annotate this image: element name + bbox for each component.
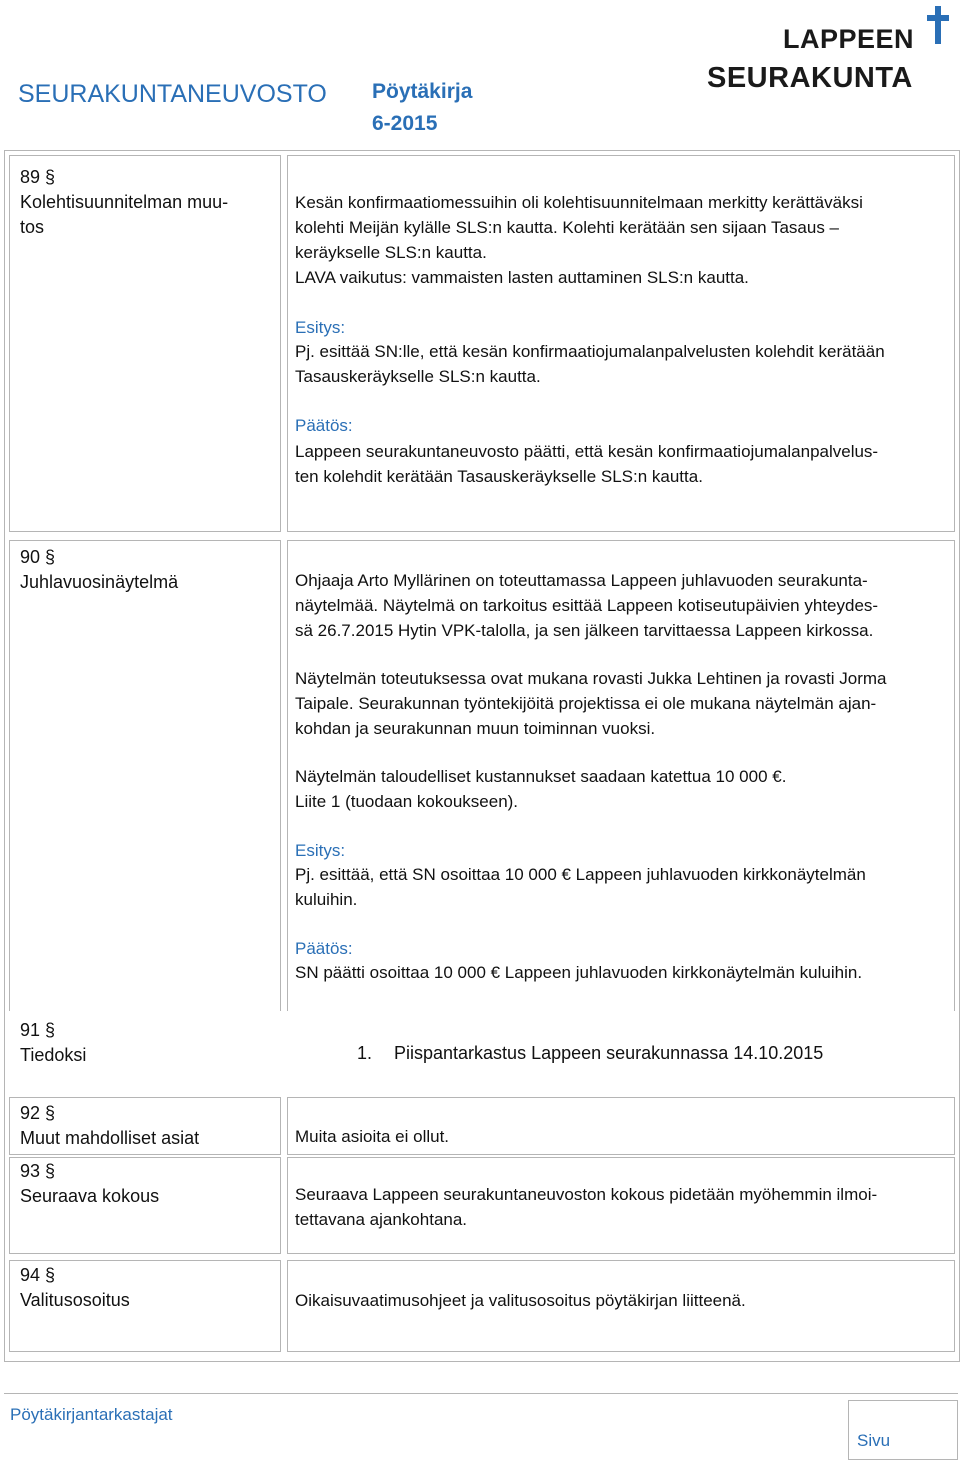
text-line: Näytelmän toteutuksessa ovat mukana rovasti Jukka Lehtinen ja rovasti Jorma: [295, 669, 887, 688]
text-line: Taipale. Seurakunnan työntekijöitä projektissa ei ole mukana näytelmän ajan-: [295, 694, 877, 713]
text-line: Seuraava Lappeen seurakuntaneuvoston kokous pidetään myöhemmin ilmoi-: [295, 1185, 878, 1204]
footer-divider: [4, 1393, 958, 1394]
section-91-item-number: 1.: [357, 1043, 373, 1063]
text-line: Kesän konfirmaatiomessuihin oli kolehtisuunnitelmaan merkitty kerättäväksi: [295, 193, 863, 212]
text-line: ten kolehdit kerätään Tasauskeräykselle SLS:n kautta.: [295, 467, 703, 486]
section-93-number: 93 §: [20, 1161, 56, 1181]
section-89-number: 89 §: [20, 167, 56, 187]
section-92-title: Muut mahdolliset asiat: [20, 1128, 200, 1148]
footer-page-label: Sivu: [857, 1431, 891, 1450]
section-94-text: Oikaisuvaatimusohjeet ja valitusosoitus pöytäkirjan liitteenä.: [295, 1291, 746, 1310]
section-90-left-cell: [9, 540, 281, 1011]
section-94-number: 94 §: [20, 1265, 56, 1285]
section-91-item-text: Piispantarkastus Lappeen seurakunnassa 14.10.2015: [394, 1043, 824, 1063]
document-type: Pöytäkirja: [372, 80, 473, 103]
text-line: näytelmää. Näytelmä on tarkoitus esittää Lappeen kotiseutupäivien yhteydes-: [295, 596, 879, 615]
text-line: kolehti Meijän kylälle SLS:n kautta. Kolehti kerätään sen sijaan Tasaus –: [295, 218, 840, 237]
section-90-paragraph-2: [295, 666, 887, 741]
text-line: kuluihin.: [295, 890, 358, 909]
text-line: sä 26.7.2015 Hytin VPK-talolla, ja sen jälkeen tarvittaessa Lappeen kirkossa.: [295, 621, 874, 640]
text-line: Lappeen seurakuntaneuvosto päätti, että kesän konfirmaatiojumalanpalvelus-: [295, 442, 879, 461]
section-89-title-1: Kolehtisuunnitelman muu-: [20, 192, 229, 212]
text-line: Pj. esittää SN:lle, että kesän konfirmaatiojumalanpalvelusten kolehdit kerätään: [295, 342, 885, 361]
section-90-esitys-text: [295, 862, 866, 912]
text-line: tettavana ajankohtana.: [295, 1210, 468, 1229]
text-line: kohdan ja seurakunnan muun toiminnan vuoksi.: [295, 719, 656, 738]
section-94-title: Valitusosoitus: [20, 1290, 130, 1310]
section-93-text: [295, 1182, 877, 1232]
section-90-paatos-label: Päätös:: [295, 939, 353, 958]
section-89-esitys-text: [295, 339, 885, 389]
section-93-title: Seuraava kokous: [20, 1186, 160, 1206]
footer-reviewers-label: Pöytäkirjantarkastajat: [10, 1405, 173, 1424]
section-90-title: Juhlavuosinäytelmä: [20, 572, 179, 592]
footer-page-box: [848, 1400, 958, 1460]
section-90-number: 90 §: [20, 547, 56, 567]
cross-icon: [927, 6, 949, 44]
section-92-text: Muita asioita ei ollut.: [295, 1127, 450, 1146]
text-line: Näytelmän taloudelliset kustannukset saadaan katettua 10 000 €.: [295, 767, 787, 786]
section-89-title-2: tos: [20, 217, 45, 237]
section-91-title: Tiedoksi: [20, 1045, 87, 1065]
section-89-paragraph: [295, 190, 863, 290]
text-line: keräykselle SLS:n kautta.: [295, 243, 487, 262]
text-line: Tasauskeräykselle SLS:n kautta.: [295, 367, 541, 386]
section-89-esitys-label: Esitys:: [295, 318, 346, 337]
text-line: Ohjaaja Arto Myllärinen on toteuttamassa Lappeen juhlavuoden seurakunta-: [295, 571, 868, 590]
text-line: LAVA vaikutus: vammaisten lasten auttaminen SLS:n kautta.: [295, 268, 749, 287]
section-89-paatos-label: Päätös:: [295, 416, 353, 435]
logo-line2: SEURAKUNTA: [707, 62, 913, 94]
text-line: Pj. esittää, että SN osoittaa 10 000 € Lappeen juhlavuoden kirkkonäytelmän: [295, 865, 866, 884]
header-title: SEURAKUNTANEUVOSTO: [18, 80, 327, 108]
section-90-esitys-label: Esitys:: [295, 841, 346, 860]
section-91-number: 91 §: [20, 1020, 56, 1040]
document-number: 6-2015: [372, 112, 438, 135]
lappeen-seurakunta-logo: [705, 6, 950, 96]
logo-line1: LAPPEEN: [783, 24, 915, 54]
text-line: Liite 1 (tuodaan kokoukseen).: [295, 792, 519, 811]
section-90-paragraph-3: [295, 764, 786, 814]
section-90-paatos-text: SN päätti osoittaa 10 000 € Lappeen juhlavuoden kirkkonäytelmän kuluihin.: [295, 963, 863, 982]
section-90-paragraph-1: [295, 568, 878, 643]
section-89-paatos-text: [295, 439, 878, 489]
section-92-number: 92 §: [20, 1103, 56, 1123]
